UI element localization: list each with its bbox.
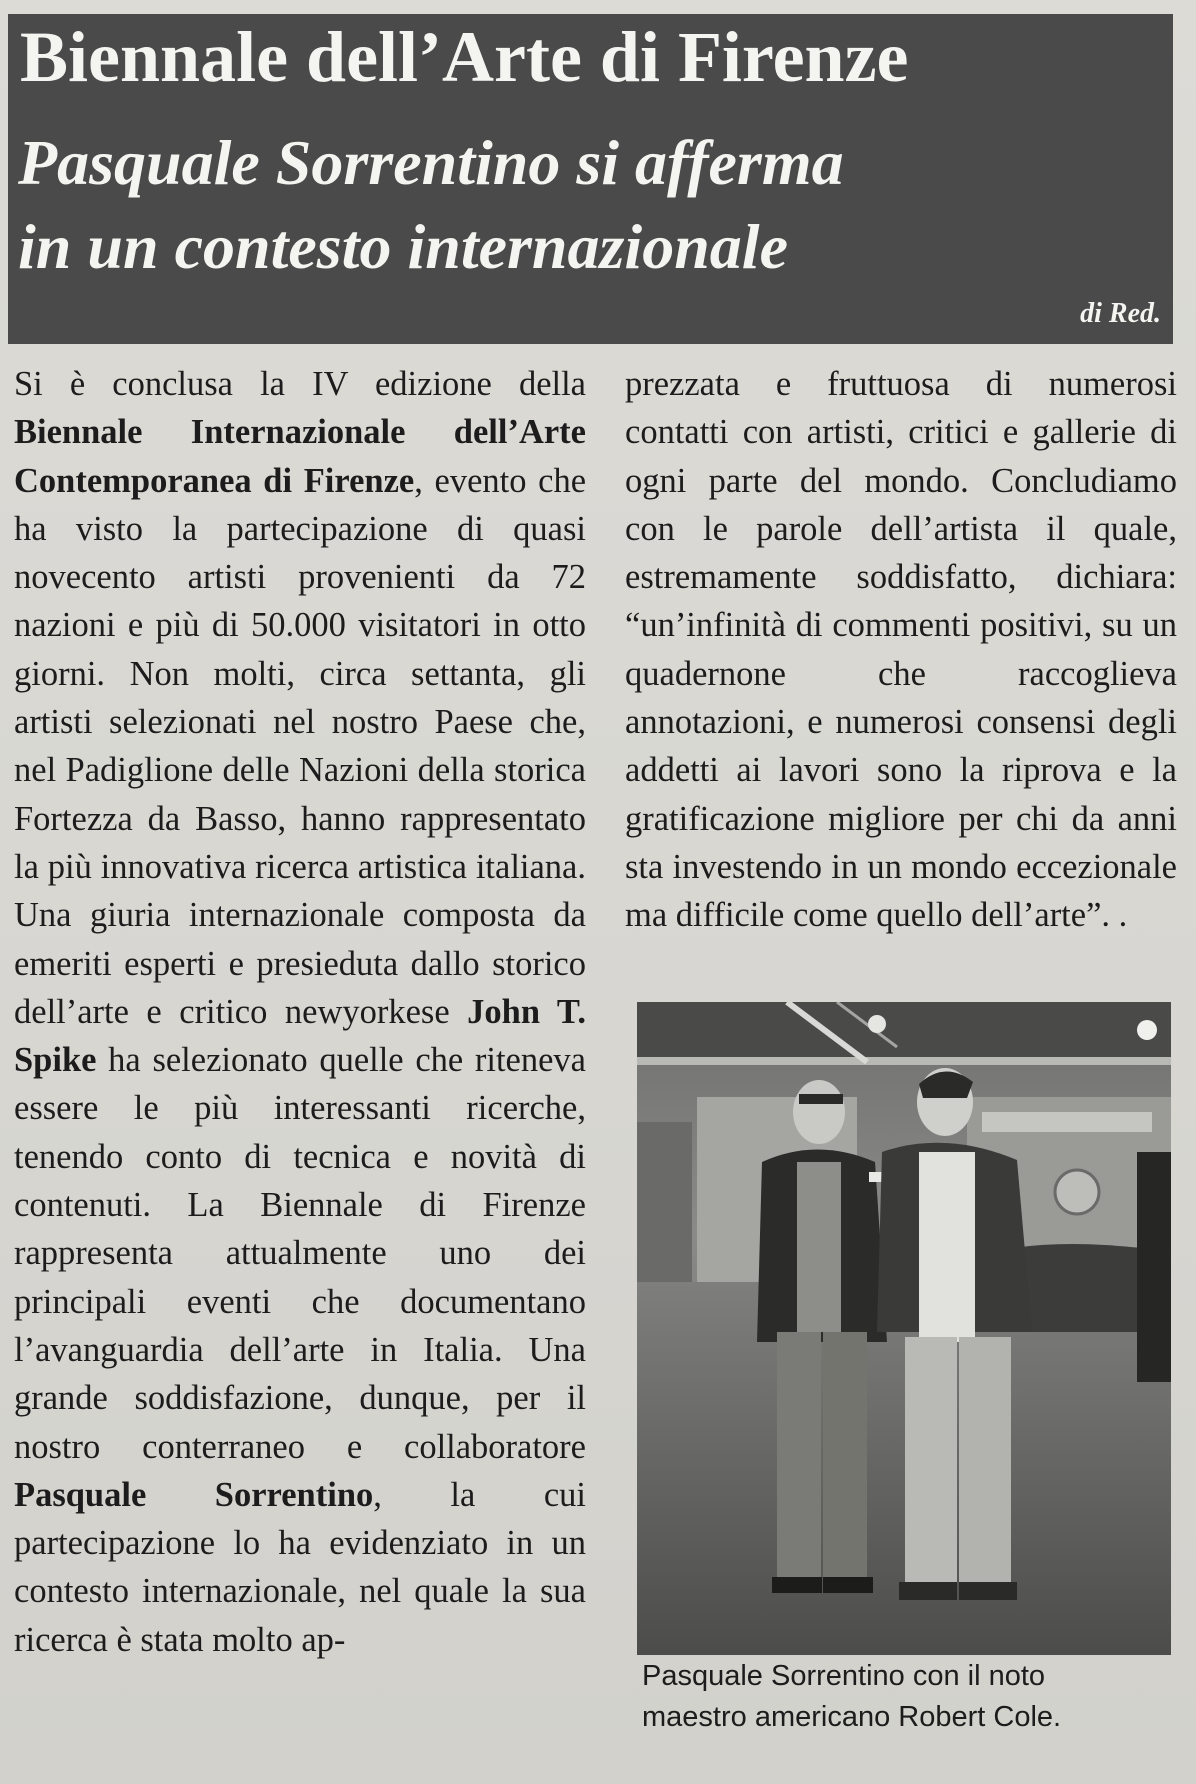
text-run: , la cui partecipazione lo ha evidenziato in un contesto internazionale, nel quale la sua ricerca è stata molto ap-	[14, 1475, 586, 1659]
article-paragraph: prezzata e fruttuosa di numerosi contatti con artisti, critici e gallerie di ogni parte del mondo. Concludiamo con le parole dell’artista il quale, estremamente soddisfatto, dichiara: “un’infinità di commenti positivi, su un quadernone che raccoglieva annotazioni, e numerosi consensi degli addetti ai lavori sono la riprova e la gratificazione migliore per chi da anni sta investendo in un mondo eccezionale ma difficile come quello dell’arte”. .	[625, 365, 1177, 935]
event-name: Biennale Internazionale dell’Arte Contemporanea di Firenze	[14, 413, 586, 500]
article-column-left	[14, 360, 586, 1664]
headline: Biennale dell’Arte di Firenze	[20, 17, 909, 97]
photo-caption	[642, 1656, 1182, 1738]
subheadline-line-1: Pasquale Sorrentino si afferma	[18, 127, 844, 198]
article-photo	[637, 1002, 1171, 1655]
article-column-right	[625, 360, 1177, 940]
text-run: ha selezionato quelle che riteneva essere le più interessanti ricerche, tenendo conto di tecnica e novità di contenuti. La Biennale di Firenze rappresenta attualmente uno dei principali eventi che documentano l’avanguardia dell’arte in Italia. Una grande soddisfazione, dunque, per il nostro conterraneo e collaboratore	[14, 1041, 586, 1466]
critic-name: John T. Spike	[14, 992, 587, 1080]
article-paragraph	[14, 360, 586, 1664]
text-run: Si è conclusa la IV edizione della	[14, 365, 586, 403]
caption-line-1: Pasquale Sorrentino con il noto	[642, 1660, 1046, 1692]
artist-name: Pasquale Sorrentino	[14, 1475, 374, 1514]
article-header	[8, 14, 1173, 344]
caption-line-2: maestro americano Robert Cole.	[642, 1701, 1062, 1733]
subheadline-line-2: in un contesto internazionale	[18, 211, 788, 282]
byline: di Red.	[1080, 298, 1161, 329]
photo-two-men-at-exhibition	[637, 1002, 1171, 1655]
text-run: , evento che ha visto la partecipazione di quasi novecento artisti provenienti da 72 nazioni e più di 50.000 visitatori in otto giorni. Non molti, circa settanta, gli artisti selezionati nel nostro Paese che, nel Padiglione delle Nazioni della storica Fortezza da Basso, hanno rappresentato la più innovativa ricerca artistica italiana. Una giuria internazionale composta da emeriti esperti e presieduta dallo storico dell’arte e critico newyorkese	[14, 461, 587, 1031]
